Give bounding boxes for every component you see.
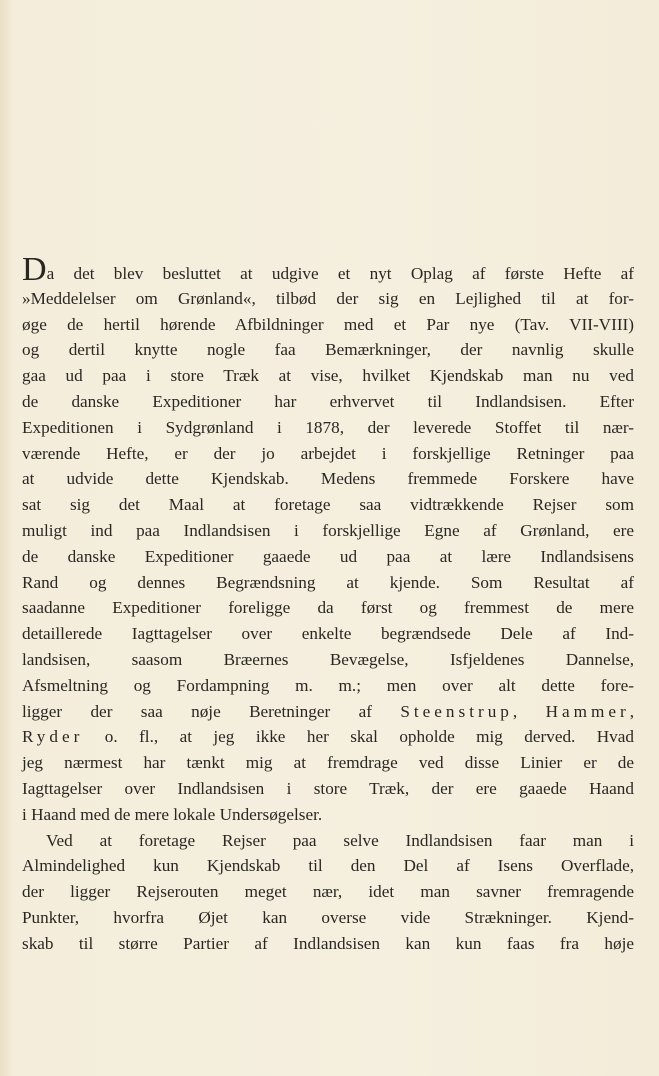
text-line: de danske Expeditioner gaaede ud paa at lære Indlandsisens (22, 546, 634, 566)
text-line: værende Hefte, er der jo arbejdet i forskjellige Retninger paa (22, 443, 634, 463)
text-line: skab til større Partier af Indlandsisen kan kun faas fra høje (22, 933, 634, 953)
text-line: Almindelighed kun Kjendskab til den Del af Isens Overflade, (22, 856, 634, 876)
text-line: Rand og dennes Begrændsning at kjende. Som Resultat af (22, 572, 634, 592)
text-line: Ved at foretage Rejser paa selve Indlandsisen faar man i (46, 830, 634, 850)
text-line: de danske Expeditioner har erhvervet til Indlandsisen. Efter (22, 391, 634, 411)
text-line: at udvide dette Kjendskab. Medens fremmede Forskere have (22, 469, 634, 489)
text-line: og dertil knytte nogle faa Bemærkninger, der navnlig skulle (22, 340, 634, 360)
text-line: landsisen, saasom Bræernes Bevægelse, Isfjeldenes Dannelse, (22, 649, 634, 669)
text-line: ligger der saa nøje Beretninger af Steenstrup, Hammer, (22, 701, 635, 721)
text-line: Expeditionen i Sydgrønland i 1878, der leverede Stoffet til nær- (22, 417, 634, 437)
text-line: i Haand med de mere lokale Undersøgelser. (22, 804, 323, 824)
text-line: Ryder o. fl., at jeg ikke her skal opholde mig derved. Hvad (22, 727, 634, 747)
text-line: Da det blev besluttet at udgive et nyt Oplag af første Hefte af (22, 251, 634, 288)
author-name: Steenstrup (400, 701, 513, 721)
text-line: Punkter, hvorfra Øjet kan overse vide Strækninger. Kjend- (22, 907, 634, 927)
text-line: sat sig det Maal at foretage saa vidtrækkende Rejser som (22, 495, 634, 515)
text-line: saadanne Expeditioner foreligge da først og fremmest de mere (22, 598, 634, 618)
text-line: der ligger Rejserouten meget nær, idet man savner fremragende (22, 882, 634, 902)
text-line: Afsmeltning og Fordampning m. m.; men over alt dette fore- (22, 675, 634, 695)
text-line: gaa ud paa i store Træk at vise, hvilket Kjendskab man nu ved (22, 366, 634, 386)
text-line: muligt ind paa Indlandsisen i forskjellige Egne af Grønland, ere (22, 520, 634, 540)
text-line: jeg nærmest har tænkt mig at fremdrage ved disse Linier er de (22, 753, 634, 773)
author-name: Hammer (545, 701, 630, 721)
text-line: detaillerede Iagttagelser over enkelte begrændsede Dele af Ind- (22, 624, 634, 644)
author-name: Ryder (22, 727, 84, 747)
text-line: »Meddelelser om Grønland«, tilbød der sig en Lejlighed til at for- (22, 288, 634, 308)
text-line: Iagttagelser over Indlandsisen i store Træk, der ere gaaede Haand (22, 778, 634, 798)
body-text (22, 251, 635, 957)
drop-cap: D (22, 251, 47, 288)
text-line: øge de hertil hørende Afbildninger med et Par nye (Tav. VII-VIII) (22, 314, 634, 334)
